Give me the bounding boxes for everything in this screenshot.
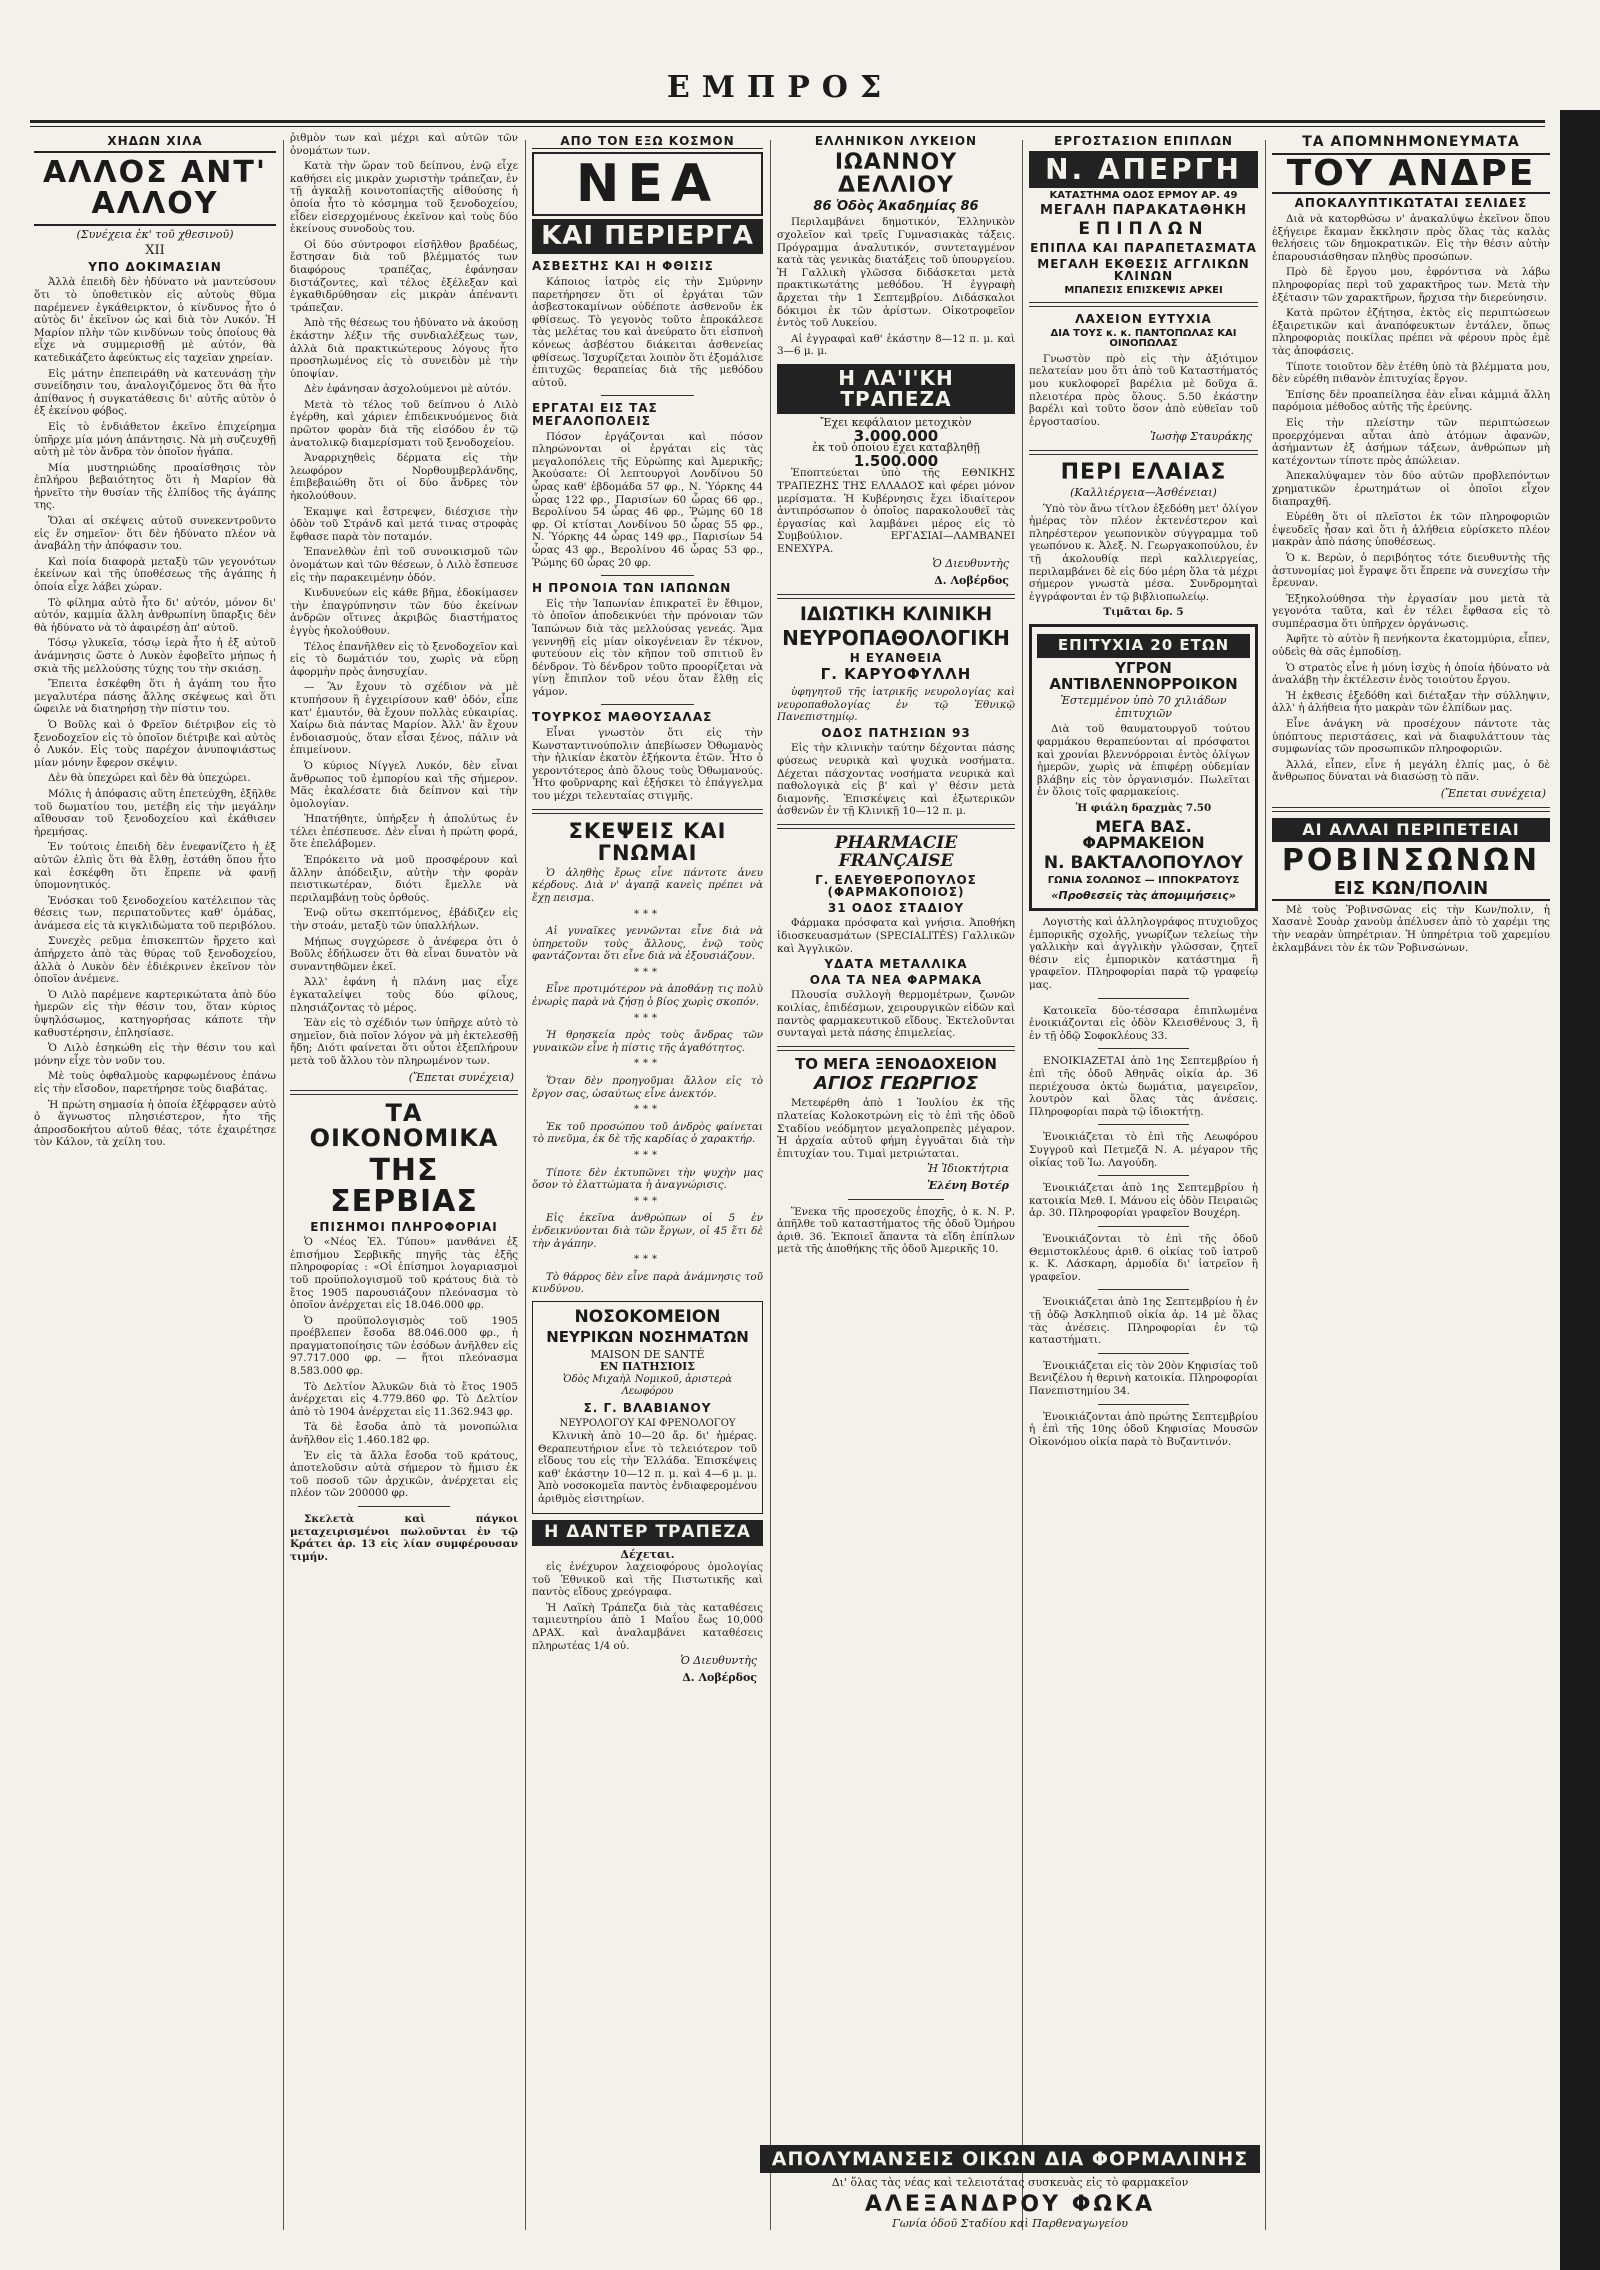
paragraph: Ἀφῆτε τὸ αὐτὸν ἢ πενήκοντα ἐκατομμύρια, εἶπεν, οὐδεὶς θὰ σᾶς ἐμποδίσῃ. [1272, 633, 1550, 659]
furniture-line: ΜΠΑΠΕΣΙΣ ΕΠΙΣΚΕΨΙΣ ΑΡΚΕΙ [1064, 284, 1223, 296]
private-clinic-name: Η ΕΥΑΝΘΕΙΑ [849, 650, 943, 665]
star-divider: *** [634, 1254, 661, 1266]
classified-ad: Ἐνοικιάζεται τὸ ἐπὶ τῆς Λεωφόρου Συγγροῦ καὶ Πετμεζᾶ Ν. Α. μέγαρον τῆς οἰκίας τοῦ Ἰω. Λαγούδη. [1029, 1131, 1258, 1169]
page-edge-shadow [1560, 110, 1600, 2270]
serial-kicker: ΧΗΔΩΝ ΧΙΛΑ [107, 134, 203, 148]
paragraph: Μόλις ἡ ἀπόφασις αὕτη ἐπετεύχθη, ἐξῆλθε τοῦ δωματίου του, μετέβη εἰς τὴν μεγάλην αἴθουσαν τοῦ ξενοδοχείου καὶ ἐκάθισεν ἠρεμήσας. [34, 787, 276, 838]
paragraph: Ὁ Λιλὸ παρέμενε καρτερικώτατα ἀπὸ δύο ἡμερῶν εἰς τὴν θέσιν του, ὅταν κύριος ὑψηλόσωμος, κατηγορήσας κάποτε τὴν καθυστέρησιν, ἐπλησίασε. [34, 988, 276, 1039]
pharmacy-heading: ΜΕΓΑ ΒΑΣ. ΦΑΡΜΑΚΕΙΟΝ [1082, 816, 1205, 853]
clinic-french-name: MAISON DE SANTÉ [590, 1347, 705, 1361]
paragraph: Ὁ «Νέος Ἑλ. Τύπου» μανθάνει ἐξ ἐπισήμου Σερβικῆς πηγῆς τὰς ἑξῆς πληροφορίας : «Οἱ ἐπίσημοι λογαριασμοὶ τοῦ προϋπολογισμοῦ τοῦ κράτους διὰ τὸ ἔτος 1905 παρουσιάζουν πλεόνασμα τὸ ὁποῖον ἀνέρχεται εἰς 18.046.000 φρ. [290, 1236, 518, 1312]
bank-paid-amount: 1.500.000 [853, 451, 939, 470]
serial-subtitle: (Συνέχεια ἐκ' τοῦ χθεσινοῦ) [76, 227, 234, 241]
continued-note: (Ἔπεται συνέχεια) [408, 1070, 514, 1084]
olive-sub: (Καλλιέργεια—Ἀσθένειαι) [1070, 486, 1217, 500]
separator [1098, 998, 1190, 999]
bank-paid-label: ἐκ τοῦ ὁποίου ἔχει καταβληθῇ [812, 441, 980, 455]
star-divider: *** [634, 1012, 661, 1024]
paragraph: Ἀλλὰ ἐπειδὴ δὲν ἠδύνατο νὰ μαντεύσουν ὅτι τὸ ὑποθετικὸν εἰς αὐτοὺς θῦμα παρέμενεν ἐγκάθειρκτον, ὁ κίνδυνος ἦτο ὁ αὐτὸς δι' ἐκεῖνον ὡς καὶ διὰ τὸν Λυκόν. Ἡ Μαρίον πλὴν τῶν κινδύνων τοὺς ὁποίους θὰ εἶχε νὰ συμμερισθῇ μὲ αὐτόν, θὰ κατεδικάζετο ἀφεύκτως εἰς ταχεῖαν χηρείαν. [34, 276, 276, 364]
memoirs-subtitle: ΑΠΟΚΑΛΥΠΤΙΚΩΤΑΤΑΙ ΣΕΛΙΔΕΣ [1294, 196, 1528, 211]
signature-title: Ὁ Διευθυντὴς [932, 557, 1009, 571]
clinic-doctor-role: ΝΕΥΡΟΛΟΓΟΥ ΚΑΙ ΦΡΕΝΟΛΟΓΟΥ [559, 1417, 736, 1429]
separator [358, 1506, 449, 1507]
paragraph: Εἶνε ἀνάγκη νὰ προσέχουν πάντοτε τὰς ὑπόπτους περιστάσεις, καὶ νὰ διαφυλάττουν τὰς συμφωνίας τῶν προσωπικῶν πληροφοριῶν. [1272, 718, 1550, 756]
hotel-heading: ΤΟ ΜΕΓΑ ΞΕΝΟΔΟΧΕΙΟΝ [795, 1054, 997, 1073]
serial-title: ΑΛΛΟΣ ΑΝΤ' ΑΛΛΟΥ [34, 151, 276, 226]
memoirs-title: ΤΟΥ ΑΝΔΡΕ [1272, 153, 1550, 195]
pharmacy-owner: Γ. ΕΛΕΥΘΕΡΟΠΟΥΛΟΣ (ΦΑΡΜΑΚΟΠΟΙΟΣ) [815, 872, 977, 900]
paragraph: Ἀπεκαλύψαμεν τὸν δύο αὐτῶν προβλεπόντων χρηματικῶν ἐρωτημάτων οἱ ὁποῖοι εἶχον διαπραχθῆ. [1272, 470, 1550, 508]
paragraph: Ὁ κ. Βερὼν, ὁ περιβόητος τότε διευθυντὴς τῆς ἀστυνομίας μοὶ ἔγραψε ὅτι ἔπρεπε νὰ συνεχίσω τὴν ἔρευναν. [1272, 551, 1550, 590]
classified-ad: Κατοικεῖα δύο-τέσσαρα ἐπιπλωμένα ἐνοικιάζονται εἰς ὁδὸν Κλεισθένους 3, ἢ ἐν τῇ ὁδῷ Σοφοκλέους 33. [1029, 1004, 1258, 1042]
paragraph: Ἐνόσκαι τοῦ ξενοδοχείου κατέλειπον τὰς θέσεις των, περιπατοῦντες καθ' ὁμάδας, ἀνάμεσα εἰς τὰ κιγκλιδώματα τοῦ περιβόλου. [34, 894, 276, 932]
aphorism: Εἰς ἐκεῖνα ἀνθρώπων οἱ 5 ἐν ἐνδεικνύονται διὰ τῶν ἔργων, οἱ 45 ἔτι δὲ τὴν ἀγάπην. [532, 1212, 763, 1250]
paragraph: Ὁ κύριος Νίγγελ Λυκόν, δὲν εἶναι ἄνθρωπος τοῦ ἐμπορίου καὶ τῆς σήμερον. Μᾶς ἐκαλέσατε διὰ δείπνον καὶ τὴν ὁμολογίαν. [290, 759, 518, 810]
column-advertisements-b [1029, 132, 1258, 2122]
paragraph: Ἐν εἰς τὰ ἄλλα ἔσοδα τοῦ κράτους, ἀποτελοῦσιν αὐτὰ σήμερον τὸ ἥμισυ ἐκ τοῦ ποσοῦ τῶν ἀρχικῶν, ἀνέρχεται εἰς πλέον τῶν 200000 φρ. [290, 1449, 518, 1500]
paragraph: Ἐξηκολούθησα τὴν ἐργασίαν μου μετὰ τὰ γεγονότα ταῦτα, καὶ ἐν τέλει ἔφθασα εἰς τὸ συμπέρασμα ὅτι ὑπῆρχεν ὁργάνωσις. [1272, 592, 1550, 630]
bank-capital-amount: 3.000.000 [853, 426, 939, 445]
news-item-heading: ΤΟΥΡΚΟΣ ΜΑΘΟΥΣΑΛΑΣ [532, 710, 713, 725]
classified-ad: Ἐνοικιάζονται τὸ ἐπὶ τῆς ὁδοῦ Θεμιστοκλέους ἀριθ. 6 οἰκίας τοῦ ἰατροῦ κ. Κ. Λάσκαρη, ἁρμοδία δι' ἰατρεῖον ἢ γραφεῖον. [1029, 1232, 1258, 1283]
bank-capital-label: Ἔχει κεφάλαιον μετοχικὸν [820, 415, 972, 429]
popular-bank-heading: Η ΛΑ'Ι'ΚΗ ΤΡΑΠΕΖΑ [777, 364, 1015, 414]
signature-name: Ἰωσὴφ Σταυράκης [1150, 430, 1252, 444]
chapter-title: ΥΠΟ ΔΟΚΙΜΑΣΙΑΝ [88, 259, 222, 274]
separator [601, 704, 693, 705]
bank-ad-sub: Δέχεται. [620, 1547, 675, 1561]
classified-ad: Λογιστὴς καὶ ἀλληλογράφος πτυχιοῦχος ἐμπορικῆς σχολῆς, γνωρίζων τελείως τὴν γαλλικὴν καὶ ἀγγλικὴν γλῶσσαν, ζητεῖ θέσιν εἰς ἐμπορικὸν κατάστημα ἢ γραφεῖον. Πληροφορίαι παρὰ τῷ γραφείῳ μας. [1029, 916, 1258, 992]
chapter-number: XII [145, 243, 165, 259]
separator [777, 824, 1015, 829]
pharmacy-waters: ΥΔΑΤΑ ΜΕΤΑΛΛΙΚΑ [824, 957, 968, 972]
hotel-text: Μετεφέρθη ἀπὸ 1 Ἰουλίου ἐκ τῆς πλατείας Κολοκοτρώνη εἰς τὸ ἐπὶ τῆς ὁδοῦ Σταδίου νεόδμητον μεγαλοπρεπὲς μέγαρον. Ἡ ἀρχαία αὐτοῦ φήμη ἐγγυᾶται διὰ τὴν ἐπιτυχίαν του. Τιμαὶ μετριώταται. [777, 1097, 1015, 1160]
separator [1029, 450, 1258, 455]
remedy-text: Διὰ τοῦ θαυματουργοῦ τούτου φαρμάκου θεραπεύονται αἱ πρόσφατοι καὶ χρονίαι βλεννόρροιαι ἐντὸς ὀλίγων ἡμερῶν, χωρὶς νὰ ἐπιφέρῃ οὐδεμίαν βλάβην εἰς τὸν ὀργανισμόν. Πωλεῖται ἐν ὅλοις τοῖς φαρμακείοις. [1037, 723, 1250, 799]
bank-text: Ἐποπτεύεται ὑπὸ τῆς ΕΘΝΙΚΗΣ ΤΡΑΠΕΖΗΣ ΤΗΣ ΕΛΛΑΔΟΣ καὶ φέρει μόνον μερίσματα. Ἡ Κυβέρνησις ἔχει ἰδιαίτερον ἀντιπρόσωπον ὁ ὁποῖος παρακολουθεῖ τὰς ἐργασίας καὶ λαμβάνει μέρος εἰς τὸ Συμβούλιον. ΕΡΓΑΣΙΑΙ—ΛΑΜΒΑΝΕΙ ΕΝΕΧΥΡΑ. [777, 467, 1015, 555]
paragraph: Συνεχὲς ρεῦμα ἐπισκεπτῶν ἤρχετο καὶ ἀπήρχετο ἀπὸ τὰς θύρας τοῦ ξενοδοχείου, ἀλλὰ ὁ Λυκὸν δὲν ἐδιέκρινεν ἐκεῖνον τὸν ὁποῖον ἀνέμενε. [34, 935, 276, 986]
paragraph: Οἱ δύο σύντροφοι εἰσῆλθον βραδέως, ἔστησαν διὰ τοῦ βλέμματός των διαφόρους τραπέζας, ἐφάνησαν διστάζοντες, καὶ τέλος ἐξέλεξαν καὶ ἐγκαθιδρύθησαν εἰς μικρὰν ἀπέναντι τράπεζαν. [290, 238, 518, 314]
paragraph: Δὲν θὰ ὑπεχώρει καὶ δὲν θὰ ὑπεχώρει. [48, 772, 251, 785]
classified-ad: Σκελετὰ καὶ πάγκοι μεταχειρισμένοι πωλοῦνται ἐν τῷ Κράτει ἀρ. 13 εἰς λίαν συμφέρουσαν τιμήν. [290, 1513, 518, 1563]
bank-ad-text: Ἡ Λαϊκὴ Τράπεζα διὰ τὰς καταθέσεις ταμιευτηρίου ἀπὸ 1 Μαΐου ἔως 10,000 ΔΡΑΧ. καὶ ἀναλαμβάνει καταθέσεις πληρωτέας 1/4 οὐ. [532, 1601, 763, 1652]
signature-name: Ἑλένη Βοτέρ [927, 1178, 1009, 1192]
column-rule [770, 140, 771, 2230]
separator [532, 809, 763, 814]
separator [601, 395, 693, 396]
paragraph: Τίποτε τοιοῦτον δὲν ἐτέθη ὑπὸ τὰ βλέμματα μου, δὲν εὑρέθη πιθανὸν ἐπιτυχίας ἔργον. [1272, 360, 1550, 386]
aphorism: Ἐκ τοῦ προσώπου τοῦ ἀνδρὸς φαίνεται τὸ πνεῦμα, ἐκ δὲ τῆς καρδίας ὁ χαρακτήρ. [532, 1120, 763, 1146]
signature-title: Ἡ Ἰδιοκτήτρια [927, 1162, 1009, 1176]
paragraph: Ἐν τούτοις ἐπειδὴ δὲν ἐνεφανίζετο ἡ ἐξ αὐτῶν ἐλπὶς ὅτι θὰ ἔλθῃ, ἐστάθη ὅπου ἦτο καὶ ἐσκέφθη ὅτι ἔπρεπε νὰ φανῇ ὑπομονητικός. [34, 841, 276, 892]
paragraph: Μετὰ τὸ τέλος τοῦ δείπνου ὁ Λιλὸ ἐγέρθη, καὶ χάριεν ἐπιδεικνυόμενος διὰ πρῶτον φορὰν διὰ τῆς εἰσόδου ἐν τῷ ἀνατολικῷ διαμερίσματι τοῦ ξενοδοχείου. [290, 398, 518, 449]
finance-subheading: ΕΠΙΣΗΜΟΙ ΠΛΗΡΟΦΟΡΙΑΙ [310, 1219, 498, 1234]
paragraph: Εἰς μάτην ἐπεπειράθη νὰ κατευνάσῃ τὴν συνείδησιν του, ἀναλογιζόμενος ὅτι θὰ ἦτο ἀπίθανος ἡ συγκατάθεσις δι' αὐτῆς αὐτὸν ὁ ἐξ ἐκείνου φόβος. [34, 367, 276, 418]
finance-heading: ΤΑ ΟΙΚΟΝΟΜΙΚΑ [309, 1099, 499, 1153]
separator [1098, 1226, 1190, 1227]
aphorism: Ὅταν δὲν προηγοῦμαι ἄλλον εἰς τὸ ἔργον σας, ὡσαύτως εἶνε ἀνεκτόν. [532, 1075, 763, 1100]
clinic-text: Κλινικὴ ἀπὸ 10—20 ἄρ. δι' ἡμέρας. Θεραπευτήριον εἶνε τὸ τελειότερον τοῦ εἴδους του εἰς τὴν Ἑλλάδα. Ἐπισκέψεις καθ' ἑκάστην 10—12 π. μ. καὶ 4—6 μ. μ. Ἀπὸ νοσοκομεῖα παντὸς ἐνδιαφερομένου ἀριθμὸς εἰσιτηρίων. [538, 1430, 757, 1506]
pharmacy-motto: «Προθεσεῖς τὰς ἀπομιμήσεις» [1051, 888, 1236, 902]
furniture-line: ΜΕΓΑΛΗ ΠΑΡΑΚΑΤΑΘΗΚΗ [1039, 203, 1248, 219]
paragraph: Εὑρέθη ὅτι οἱ πλεῖστοι ἐκ τῶν πληροφοριῶν ἐψευδεῖς ἦσαν καὶ ὅτι ἡ ἀλήθεια εὑρίσκετο πλέον μακρὰν ἀπὸ πάσης ὑποθέσεως. [1272, 511, 1550, 549]
aphorism: Ὁ ἀληθὴς ἔρως εἶνε πάντοτε ἀνευ κέρδους. Διὰ ν' ἀγαπᾷ κανεὶς πρέπει νὰ ἔχῃ πεισμα. [532, 866, 763, 904]
pharmacy-name: Ν. ΒΑΚΤΑΛΟΠΟΥΛΟΥ [1043, 853, 1244, 874]
separator [1098, 1289, 1190, 1290]
masthead-rule [30, 120, 1545, 123]
paragraph: Διὰ νὰ κατορθώσω ν' ἀνακαλύψω ἐκεῖνον ὅπου ἐξήγειρε ἔκαμαν ἔκκλησιν πρὸς ὅλας τὰς καλὰς θελήσεις τῶν δημοκρατικῶν. Εἰς τὴν θέσιν αὐτὴν ἐπαρουσιάσθησαν πληθὺς προσώπων. [1272, 213, 1550, 263]
paragraph: Ἡ πρώτη σημασία ἡ ὁποία ἐξέφρασεν αὐτὸ ὁ ἄγνωστος πλησιέστερον, ἦτο τῆς ἀπροσδοκήτου αὐτοῦ θέας, τότε ἐχαιρέτησε τὸν Κάλον, τὰ χείλη του. [34, 1098, 276, 1149]
classified-ad: Ἐνοικιάζεται εἰς τὸν 20ὸν Κηφισίας τοῦ Βενιζέλου ἡ θερινὴ κατοικία. Πληροφορίαι Πανεπιστημίου 34. [1029, 1359, 1258, 1397]
furniture-line: ΜΕΓΑΛΗ ΕΚΘΕΣΙΣ ΑΓΓΛΙΚΩΝ ΚΛΙΝΩΝ [1037, 256, 1250, 284]
disinfection-ad [760, 2145, 1260, 2230]
news-item-heading: ΕΡΓΑΤΑΙ ΕΙΣ ΤΑΣ ΜΕΓΑΛΟΠΟΛΕΙΣ [532, 401, 658, 429]
paragraph: — Ἂν ἔχουν τὸ σχέδιον νὰ μὲ κτυπήσουν ἢ ἐγχειρίσουν καθ' ὁδόν, εἶπε κατ' ἐμαυτόν, θὰ ἔχουν πολλὰς εὐκαιρίας. Χαίρω διὰ πάντας Μαρίον. Ἀλλ' ἂν ἔχουν ἐνδοιασμούς, ὅταν εἶσαι ξένος, πάλιν νὰ ἐπιμείνουν. [290, 681, 518, 757]
star-divider: *** [634, 1104, 661, 1116]
paragraph: Τόσῳ γλυκεῖα, τόσῳ ἱερὰ ἦτο ἡ ἐξ αὐτοῦ ἀνάμνησις ὥστε ὁ Λυκὸν ἐφοβεῖτο μήπως ἡ σκιὰ τῆς μελλούσης τύχης του τὴν σκιάσῃ. [34, 637, 276, 675]
paragraph: Ὁ προϋπολογισμὸς τοῦ 1905 προέβλεπεν ἔσοδα 88.046.000 φρ., ἡ πραγματοποίησις τῶν ἐσόδων ἀνῆλθεν εἰς 97.717.000 φρ. — ἤτοι πλεόνασμα 8.583.000 φρ. [290, 1314, 518, 1378]
private-clinic-credentials: ὑφηγητοῦ τῆς ἰατρικῆς νευρολογίας καὶ νευροπαθολογίας ἐν τῷ Ἐθνικῷ Πανεπιστημίῳ. [777, 685, 1015, 724]
olive-heading: ΠΕΡΙ ΕΛΑΙΑΣ [1060, 460, 1227, 485]
aphorism: Αἱ γυναῖκες γεννῶνται εἶνε διὰ νὰ ὑπηρετοῦν τοὺς ἄλλους, ἐνῷ τοὺς φαντάζονται ὅτι εἶνε διὰ νὰ ἐξουσιάζουν. [532, 925, 763, 963]
separator [290, 1090, 518, 1095]
lyceum-kicker: ΕΛΛΗΝΙΚΟΝ ΛΥΚΕΙΟΝ [814, 134, 978, 148]
paragraph: Μὲ τοὺς ὀφθαλμοὺς καρφωμένους ἐπάνω εἰς τὴν εἴσοδον, παρετήρησε τοὺς διαβάτας. [34, 1070, 276, 1095]
news-title: ΝΕΑ [532, 152, 763, 217]
paragraph: Ὁ Βοῦλς καὶ ὁ Φρεῖον διέτριβον εἰς τὸ ξενοδοχεῖον εἰς τὸ ὁποῖον διέτριβε καὶ αὐτὸς ὁ Λυκόν. Εἰς τοὺς παρέχον ἀνυποψιάστως μίαν μόνην ἔφερον σκέψιν. [34, 718, 276, 769]
remedy-heading: ΕΠΙΤΥΧΙΑ 20 ΕΤΩΝ [1037, 634, 1250, 658]
paragraph: Ἐπίσης δὲν προαπείλησα ἐὰν εἶναι κἀμμιά ἄλλη παρόμοια μέθοδος αὐτῆς τῆς ἐρεύνης. [1272, 388, 1550, 414]
news-item-text: Εἰς τὴν Ἰαπωνίαν ἐπικρατεῖ ἓν ἔθιμον, τὸ ὁποῖον ἀποδεικνύει τὴν πρόνοιαν τῶν Ἰαπώνων διὰ τὰς μελλούσας γενεάς. Ἅμα γεννηθῇ εἰς μίαν οἰκογένειαν ἓν τέκνον, φυτεύουν εἰς τὸν κῆπον τοῦ σπιτιοῦ ἓν δένδρον. Τὸ δένδρον τοῦτο προορίζεται νὰ γίνῃ ἔπιπλον τοῦ νέου ὅταν ἔλθῃ εἰς γάμον. [532, 597, 763, 698]
paragraph: Μὲ τοὺς Ῥοβινσῶνας εἰς τὴν Κων/πολιν, ἡ Χασανὲ Σουὰρ χανοὺμ ἀπέλυσεν ἀπὸ τὸ χαρέμι της τὴν νεαρὰν ὑπηρέτριαν. Ἡ ὑπηρέτρια τοῦ χαρεμίου ἐκλαμβάνει τὸν ἐκ τῶν Ῥοβινσώνων. [1272, 903, 1550, 954]
clinic-heading-sub: ΝΕΥΡΙΚΩΝ ΝΟΣΗΜΑΤΩΝ [546, 1327, 749, 1346]
furniture-maker-name: Ν. ΑΠΕΡΓΗ [1029, 151, 1258, 188]
star-divider: *** [634, 1058, 661, 1070]
remedy-ad [1029, 624, 1258, 911]
bank-ad-text: εἰς ἐνέχυρον λαχειοφόρους ὁμολογίας τοῦ Ἐθνικοῦ καὶ τῆς Πιστωτικῆς καὶ παντὸς εἴδους χρεόγραφα. [532, 1561, 763, 1599]
lyceum-address: 86 Ὁδὸς Ἀκαδημίας 86 [813, 198, 979, 214]
signature-name: Δ. Λοβέρδος [682, 1670, 757, 1684]
column-serial-continued [290, 132, 518, 2237]
classified-ad: Ἐνοικιάζεται ἀπὸ 1ης Σεπτεμβρίου ἡ κατοικία Μεθ. Ι. Μάνου εἰς ὁδὸν Πειραιῶς ἀρ. 30. Πληροφορίαι γραφεῖον Βουχέρη. [1029, 1182, 1258, 1220]
star-divider: *** [634, 966, 661, 978]
disinfection-line: Δι' ὅλας τὰς νέας καὶ τελειοτάτας συσκευὰς εἰς τὸ φαρμακεῖον [831, 2176, 1189, 2189]
disinfection-address: Γωνία ὁδοῦ Σταδίου καὶ Παρθεναγωγείου [892, 2217, 1128, 2230]
news-kicker: ΑΠΟ ΤΟΝ ΕΞΩ ΚΟΣΜΟΝ [532, 135, 763, 149]
clinic-doctor: Σ. Γ. ΒΛΑΒΙΑΝΟΥ [583, 1400, 712, 1415]
star-divider: *** [634, 908, 661, 920]
robinsons-title: ΡΟΒΙΝΣΩΝΩΝ [1281, 843, 1541, 879]
paragraph: Ἔπειτα ἐσκέφθη ὅτι ἡ ἀγάπη του ἦτο μεγαλυτέρα πάσης ἄλλης σκέψεως καὶ ὅτι ὤφειλε νὰ διατηρήσῃ τὴν πίστιν του. [34, 678, 276, 716]
lyceum-text: Περιλαμβάνει δημοτικόν, Ἑλληνικὸν σχολεῖον καὶ τρεῖς Γυμνασιακὰς τάξεις. Πρόγραμμα ἀναλυτικόν, συντεταγμένον κατὰ τὰς γενικὰς διατάξεις τοῦ ὑπουργείου. Ἡ Γαλλικὴ γλῶσσα διδάσκεται μετὰ πρακτικωτάτης μεθόδου. Ἡ ἐγγραφὴ ἄρχεται τὴν 1 Σεπτεμβρίου. Διδάσκαλοι δόκιμοι ἐκ τῶν ἀρίστων. Οἰκοτροφεῖον ἐντὸς τοῦ Λυκείου. [777, 216, 1015, 330]
hotel-name: ΑΓΙΟΣ ΓΕΩΡΓΙΟΣ [814, 1073, 978, 1095]
column-rule [1022, 140, 1023, 2230]
lottery-sub: ΔΙΑ ΤΟΥΣ κ. κ. ΠΑΝΤΟΠΩΛΑΣ ΚΑΙ ΟΙΝΟΠΩΛΑΣ [1050, 327, 1237, 350]
paragraph: Ἀλλά, εἶπεν, εἶνε ἡ μεγάλη ἐλπίς μας, ὁ δὲ ἄνθρωπος δύναται νὰ διασώσῃ τὸ πᾶν. [1272, 758, 1550, 784]
separator [601, 575, 693, 576]
serial-body-continued [290, 132, 518, 1068]
pharmacy-address: 31 ΟΔΟΣ ΣΤΑΔΙΟΥ [827, 900, 965, 915]
separator [1029, 302, 1258, 307]
paragraph: Ἀλλ' ἐφάνη ἡ πλάνη μας εἶχε ἐγκαταλείψει τοὺς δύο φίλους, πλησιάζοντας τὸ μέρος. [290, 976, 518, 1014]
separator [848, 1199, 943, 1200]
disinfection-pharmacy-name: ΑΛΕΞΑΝΔΡΟΥ ΦΩΚΑ [864, 2192, 1156, 2217]
aphorism: Τὸ θάρρος δὲν εἶνε παρὰ ἀνάμνησις τοῦ κινδύνου. [532, 1270, 763, 1296]
separator [777, 594, 1015, 599]
paragraph: Ἐπανελθὼν ἐπὶ τοῦ συνοικισμοῦ τῶν ὀνομάτων καὶ τῶν θέσεων, ὁ Λιλὸ ἔσπευσε εἰς τὴν παρακειμένην ὁδόν. [290, 546, 518, 584]
column-rule [1265, 140, 1266, 2230]
news-item-text: Πόσον ἐργάζονται καὶ πόσον πληρώνονται οἱ ἐργάται εἰς τὰς μεγαλοπόλεις τῆς Εὐρώπης καὶ Ἀμερικῆς; Ἀκούσατε: Οἱ λεπτουργοὶ Λονδίνου 50 ὧρας καθ' ἑβδομάδα 57 φρ., Ν. Ὑόρκης 44 ὧρας 122 φρ., Παρισίων 60 ὧρας 66 φρ., Βερολίνου 54 ὧρας 46 φρ., Ῥώμης 60 18 φρ. Οἱ κτίσται Λονδίνου 50 ὧρας 55 φρ., Ν. Ὑόρκης 44 ὧρας 149 φρ., Παρισίων 54 ὧρας 43 φρ., Βερολίνου 46 ὧρας 53 φρ., Ῥώμης 60 ὧρας 20 φρ. [532, 430, 763, 569]
separator [1098, 1048, 1190, 1049]
paragraph: Τὸ Δελτίον Ἀλυκῶν διὰ τὸ ἔτος 1905 ἀνέρχεται εἰς 4.779.860 φρ. Τὸ Δελτίον ἀπὸ τὸ 1904 ἀνέρχεται εἰς 11.362.943 φρ. [290, 1380, 518, 1418]
private-clinic-doctor: Γ. ΚΑΡΥΟΦΥΛΛΗ [820, 665, 972, 684]
column-advertisements-a [777, 132, 1015, 2122]
paragraph: Μήπως συγχώρεσε ὁ ἀνέφερα ὁτι ὁ Βοῦλς ἐδήλωσεν ὅτι θὰ εἶναι δυνατὸν νὰ συναντηθῶμεν ἐκεῖ. [290, 935, 518, 973]
paragraph: Ἐκαμψε καὶ ἔστρεψεν, διέσχισε τὴν ὁδὸν τοῦ Στράνδ καὶ μετά τινας στροφὰς ἔφθασε παρὰ τὸν ποταμόν. [290, 505, 518, 543]
paragraph: Κατὰ πρῶτον ἐζήτησα, ἐκτὸς εἰς περιπτώσεων ἐξαιρετικῶν καὶ ἀναπόφευκτων ἐντάλεν, ὅπως πληροφοριὰς ποικίλας πρέπει νὰ φέρουν πρὸς ἐμὲ τὰς ἀποφάσεις. [1272, 307, 1550, 358]
lottery-heading: ΛΑΧΕΙΟΝ ΕΥΤΥΧΙΑ [1075, 312, 1212, 327]
paragraph: Κινδυνεύων εἰς κάθε βῆμα, ἐδοκίμασεν τὴν ἐπαγρύπνησιν τῶν δύο ἐκείνων ἀνδρῶν οἵτινες ἀκριβῶς διαστήματος ἐγγὺς ἠκολούθουν. [290, 587, 518, 637]
paragraph: Ἡ ἐκθεσις ἐξεδόθη καὶ διέταξαν τὴν σύλληψιν, ἀλλ' ἡ ἀλήθεια ἦτο μακρὰν τῶν ἐλπίδων μας. [1272, 689, 1550, 715]
clinic-address: Ὁδὸς Μιχαὴλ Νομικοῦ, ἀριστερὰ Λεωφόρου [562, 1373, 732, 1398]
column-memoirs [1272, 132, 1550, 2237]
paragraph: Δὲν ἐφάνησαν ἀσχολούμενοι μὲ αὐτόν. [304, 383, 512, 396]
separator [1098, 1404, 1190, 1405]
lottery-text: Γνωστὸν πρὸ εἰς τὴν ἀξιότιμον πελατείαν μου ὅτι ἀπὸ τοῦ Καταστήματός μου κυκλοφορεῖ βαρέλια μὲ δοῦχα ᾶ. πλειοτέρα πρὸς ὅλους. 5.50 ἐκάστην βαρέλι καὶ τοῦτο ὅσον ἀπὸ εὐθεῖαν τοῦ ἐργοστασίου. [1029, 352, 1258, 428]
paragraph: Τέλος ἐπανῆλθεν εἰς τὸ ξενοδοχεῖον καὶ εἰς τὸ δωμάτιόν του, χωρὶς νὰ εὕρῃ ἀφορμὴν πρὸς ἀνησυχίαν. [290, 640, 518, 678]
star-divider: *** [634, 1195, 661, 1207]
classified-ad: Ἐνοικιάζεται ἀπὸ 1ης Σεπτεμβρίου ἡ ἐν τῇ ὁδῷ Ἀσκληπιοῦ οἰκία ἀρ. 14 μὲ ὅλας τὰς ἀνέσεις. Πληροφορίαι ἐν τῷ καταστήματι. [1029, 1296, 1258, 1347]
furniture-line: ΕΠΙΠΛΑ ΚΑΙ ΠΑΡΑΠΕΤΑΣΜΑΤΑ [1030, 240, 1257, 255]
furniture-line: ΕΠΙΠΛΩΝ [1078, 219, 1209, 240]
pharmacy-address: ΓΩΝΙΑ ΣΟΛΩΝΟΣ — ΙΠΠΟΚΡΑΤΟΥΣ [1047, 875, 1240, 887]
olive-text: Ὑπὸ τὸν ἄνω τίτλον ἐξεδόθη μετ' ὀλίγον ἡμέρας τὸν πλέον ἐκτενέστερον καὶ πληρέστερον γεωπονικὸν σύγγραμμα τοῦ γεωπόνου κ. Ἀλεξ. Ν. Γεωργακοπούλου, ἐν τῇ ἀκολουθίᾳ περὶ καλλιεργείας, περιλαμβάνει δὲ εἰς δύο μέρη ὅλα τὰ μέχρι σήμερον γνωστὰ μέσα. Συνδρομηταὶ ἐγγράφονται ἐν τῷ βιβλιοπωλείῳ. [1029, 502, 1258, 603]
paragraph: Ἠπατήθητε, ὑπήρξεν ἡ ἀπολύτως ἐν τέλει ἐπέσπευσε. Δὲν εἶναι ἡ πρώτη φορά, ὅτε ἐπελάβομεν. [290, 813, 518, 851]
star-divider: *** [634, 1150, 661, 1162]
remedy-sub: Ἐστεμμένον ὑπὸ 70 χιλιάδων ἐπιτυχιῶν [1060, 694, 1227, 720]
classified-ad: Ἐνοικιάζονται ἀπὸ πρώτης Σεπτεμβρίου ἡ ἐπὶ τῆς 10ης ὁδοῦ Κηφισίας Μουσῶν Οἰκονόμου οἰκία παρὰ τὸ Βυζαντινόν. [1029, 1410, 1258, 1448]
clinic-ad [532, 1301, 763, 1514]
signature-title: Ὁ Διευθυντὴς [680, 1654, 757, 1668]
masthead: ΕΜΠΡΟΣ [666, 70, 894, 105]
clinic-location: ΕΝ ΠΑΤΗΣΙΟΙΣ [599, 1360, 696, 1374]
news-title-secondary: ΚΑΙ ΠΕΡΙΕΡΓΑ [532, 219, 763, 254]
memoirs-kicker: ΤΑ ΑΠΟΜΝΗΜΟΝΕΥΜΑΤΑ [1302, 134, 1520, 150]
paragraph: Ἀναρριχηθεὶς δέρματα εἰς τὴν λεωφόρον Νορθουμβερλάνδης, ἐπιβεβαιώθη ὅτι οἱ δύο ἄνδρες τὸν ἠκολούθουν. [290, 452, 518, 503]
private-clinic-text: Εἰς τὴν κλινικὴν ταύτην δέχονται πάσης φύσεως νευρικὰ καὶ ψυχικὰ νοσήματα. Δέχεται πάσχοντας νοσήματα νευρικὰ καὶ παθολογικὰ εἰς β' καὶ γ' θέσιν μετὰ διαμονῆς. Ἐπισκέψεις καὶ ἐξωτερικῶν ἀσθενῶν ἐν τῇ Κλινικῇ 10—12 π. μ. [777, 742, 1015, 818]
lyceum-hours: Αἱ ἐγγραφαὶ καθ' ἑκάστην 8—12 π. μ. καὶ 3—6 μ. μ. [777, 332, 1015, 358]
paragraph: ῥιθμὸν των καὶ μέχρι καὶ αὐτῶν τῶν ὀνομάτων των. [290, 132, 518, 157]
pharmacy-heading: PHARMACIE FRANÇAISE [834, 832, 958, 871]
remedy-name: ΥΓΡΟΝ ΑΝΤΙΒΛΕΝΝΟΡΡΟΙΚΟΝ [1049, 658, 1238, 693]
paragraph: Πρὸ δὲ ἔργου μου, ἐφρόντισα νὰ λάβω πληροφορίας περὶ τοῦ χαρακτῆρος των. Μετὰ τὴν ἐξέτασιν τῶν χαρακτῆρων, ἤρχισα τὴν διερεύνησιν. [1272, 266, 1550, 304]
private-clinic-address: ΟΔΟΣ ΠΑΤΗΣΙΩΝ 93 [821, 725, 971, 740]
pharmacy-drugs: ΟΛΑ ΤΑ ΝΕΑ ΦΑΡΜΑΚΑ [809, 972, 983, 987]
aphorism: Τίποτε δὲν ἐκτυπῶνει τὴν ψυχὴν μας ὅσον τὸ ἐλαττώματα ἡ ἀναγνώρισις. [532, 1166, 763, 1192]
furniture-address: ΚΑΤΑΣΤΗΜΑ ΟΔΟΣ ΕΡΜΟΥ ΑΡ. 49 [1049, 189, 1238, 201]
continued-note: (Ἔπεται συνέχεια) [1440, 787, 1546, 801]
column-rule [283, 140, 284, 2230]
paragraph: Ὅλαι αἱ σκέψεις αὐτοῦ συνεκεντροῦντο εἰς ἕν σημεῖον· ὅτι δὲν ἠδύνατο πλέον νὰ ἀναβάλῃ τὴν ἀπόφασιν του. [34, 515, 276, 553]
clinic-heading: ΝΟΣΟΚΟΜΕΙΟΝ [574, 1306, 721, 1327]
separator [1098, 1175, 1190, 1176]
private-clinic-heading: ΙΔΙΩΤΙΚΗ ΚΛΙΝΙΚΗ [799, 602, 993, 625]
separator [1272, 807, 1550, 812]
paragraph: Εἰς τὸ ἐνδιάθετον ἐκεῖνο ἐπιχείρημα ὑπῆρχε μία μόνη ἀπάντησις. Νὰ μὴ συζευχθῇ αὐτὴ μὲ τὸν ἄνδρα τὸν ὁποῖον ἠγάπα. [34, 420, 276, 459]
private-clinic-specialty: ΝΕΥΡΟΠΑΘΟΛΟΓΙΚΗ [782, 625, 1010, 650]
separator [777, 1046, 1015, 1051]
signature-name: Δ. Λοβέρδος [934, 574, 1009, 588]
separator [1098, 1124, 1190, 1125]
masthead-rule-thin [30, 126, 1545, 127]
news-item-heading: ΑΣΒΕΣΤΗΣ ΚΑΙ Η ΦΘΙΣΙΣ [532, 259, 714, 274]
bank-ad-heading: Η ΔΑΝΤΕΡ ΤΡΑΠΕΖΑ [532, 1520, 763, 1546]
paragraph: Ἐπρόκειτο νὰ μοῦ προσφέρουν καὶ ἄλλην ἀπόδειξιν, αὐτὴν τὴν φορὰν πειστικωτέραν, διότι ἔμελλε νὰ περιλαμβάνῃ τοὺς ὀρθούς. [290, 854, 518, 904]
paragraph: Ὁ στρατὸς εἶνε ἡ μόνη ἰσχὺς ἡ ὁποία ἠδύνατο νὰ ἀναλάβῃ τὴν ἐκτέλεσιν ἐνὸς τοιούτου ἔργου. [1272, 661, 1550, 687]
paragraph: Ὁ Λιλὸ ἐσηκώθη εἰς τὴν θέσιν του καὶ μόνην εἶχε τὸν νοῦν του. [34, 1042, 276, 1067]
aphorism: Ἡ θρησκεία πρὸς τοὺς ἄνδρας τῶν γυναικῶν εἶνε ἡ πίστις τῆς ἀγαθότητος. [532, 1029, 763, 1054]
finance-heading-serbia: ΤΗΣ ΣΕΡΒΙΑΣ [330, 1152, 478, 1220]
separator [1098, 1353, 1190, 1354]
news-item-text: Κάποιος ἰατρὸς εἰς τὴν Σμύρνην παρετήρησεν ὅτι οἱ ἐργάται τῶν ἀσβεστοκαμίνων οὐδέποτε ἀσθενοῦν ἐκ φθίσεως. Τὸ γεγονὸς τοῦτο ἐπροκάλεσε τὰς μελέτας του καὶ ἀνεύρατο ὅτι εἰσπνοὴ κόνεως ἀσβέστου διάκειται ἀσθενείας φθίσεως. Ἰσχυρίζεται λοιπὸν ὅτι ἐξομάλισε ἐπιτυχῶς θεραπείας διὰ τῆς μεθόδου αὐτοῦ. [532, 276, 763, 389]
robinsons-subtitle: ΕΙΣ ΚΩΝ/ΠΟΛΙΝ [1272, 880, 1550, 901]
paragraph: Τὸ φίλημα αὐτὸ ἦτο δι' αὐτόν, μόνον δι' αὐτόν, καμμία ἄλλη ἀνθρωπίνη ὕπαρξις δὲν θὰ ἠδύνατο νὰ τὸ ἀφαιρέσῃ ἀπ' αὐτοῦ. [34, 596, 276, 634]
paragraph: Καὶ ποία διαφορὰ μεταξὺ τῶν γεγονότων ἐκείνων καὶ τῆς ὑποθέσεως τῆς ἀγάπης ἡ ὁποία εἶχε λάβει χώραν. [34, 555, 276, 594]
lyceum-name: ΙΩΑΝΝΟΥ ΔΕΛΛΙΟΥ [834, 149, 958, 198]
news-item-text: Εἶναι γνωστὸν ὅτι εἰς τὴν Κωνσταντινούπολιν ἀπεβίωσεν Ὀθωμανὸς τὴν ἡλικίαν ἑκατὸν ἑξήκοντα ἐτῶν. Ἦτο ὁ γεροντότερος ἀπὸ ὅλους τοὺς Ὀθωμανούς. Ἦτο φοῦρναρης καὶ ἐξήσκει τὸ ἐπάγγελμα του μέχρι τελευταίας στιγμῆς. [532, 727, 763, 803]
robinsons-kicker: ΑΙ ΑΛΛΑΙ ΠΕΡΙΠΕΤΕΙΑΙ [1272, 818, 1550, 843]
remedy-price: Ἡ φιάλη δραχμὰς 7.50 [1075, 802, 1212, 815]
paragraph: Ἐὰν εἰς τὸ σχέδιόν των ὑπῆρχε αὐτὸ τὸ σημεῖον, διὰ ποῖον λόγον νὰ μὴ ἐκτελεσθῇ ἤδη; Διότι φαίνεται ὅτι οὗτοι ἐξεπλήρουν μετὰ τοῦ ἄλλου τὸν πληρωμένον των. [290, 1017, 518, 1067]
paragraph: Κατὰ τὴν ὥραν τοῦ δείπνου, ἐνῷ εἶχε καθήσει εἰς μικρὰν χωριστὴν τράπεζαν, ἐν τῇ ἀγκαλῇ κοινοτοπίαςτῆς αἰθούσης ἡ ὁποία ἦτο τὸ κόσμημα τοῦ ξενοδοχείου, εἶδεν εἰσερχομένους ἐκεῖνον καὶ τοὺς δύο ἐκείνους συνοδοὺς του. [290, 160, 518, 236]
column-serial-novel [34, 132, 276, 2237]
furniture-kicker: ΕΡΓΟΣΤΑΣΙΟΝ ΕΠΙΠΛΩΝ [1054, 134, 1233, 148]
paragraph: Ἐνῷ οὕτω σκεπτόμενος, ἐβάδιζεν εἰς τὴν στοάν, μεταξὺ τῶν ὑπαλλήλων. [290, 907, 518, 933]
classified-ad: ΕΝΟΙΚΙΑΖΕΤΑΙ ἀπὸ 1ης Σεπτεμβρίου ἡ ἐπὶ τῆς ὁδοῦ Ἀθηνᾶς οἰκία ἀρ. 36 περιέχουσα ὀκτὼ δωμάτια, μαγειρεῖον, λουτρὸν καὶ ὅλας τὰς ἀνέσεις. Πληροφορίαι παρὰ τῷ ἰδιοκτήτῃ. [1029, 1055, 1258, 1118]
thoughts-heading: ΣΚΕΨΕΙΣ ΚΑΙ ΓΝΩΜΑΙ [568, 818, 727, 865]
notice-text: Ἕνεκα τῆς προσεχοῦς ἐποχῆς, ὁ κ. Ν. Ρ. ἀπῆλθε τοῦ καταστήματος τῆς ὁδοῦ Ὁμήρου ἀριθ. 36. Ἐκποιεῖ ἅπαντα τὰ εἴδη ἐπίπλων μετὰ τῆς ἀποθήκης τῆς ὁδοῦ Ἀμερικῆς 10. [777, 1205, 1015, 1256]
paragraph: Εἰς τὴν πλείστην τῶν περιπτώσεων προερχόμεναι αὗται ἀπὸ ἀτόμων ἀφανῶν, ἀσήμαντων ἐξ ἀσήμων τάξεων, ἀνθρώπων μὴ κατέχοντων τίποτε πρὸς ἀπώλειαν. [1272, 416, 1550, 467]
paragraph: Ἀπὸ τῆς θέσεως του ἠδύνατο νὰ ἀκούσῃ ἐκάστην λέξιν τῆς συνδιαλέξεως των, ἀλλὰ διὰ πρακτικώτερους λόγους ἦτο προσηλωμένος εἰς τὸ συνειδὸν μὲ τὴν ὑποψίαν. [290, 317, 518, 380]
pharmacy-text: Πλουσία συλλογὴ θερμομέτρων, ζωνῶν κοιλίας, ἐπιδέσμων, χειρουργικῶν εἰδῶν καὶ παντὸς φαρμακευτικοῦ εἴδους. Ἐκτελοῦνται συνταγαὶ μετὰ πάσης ἐπιμελείας. [777, 989, 1015, 1040]
news-item-heading: Η ΠΡΟΝΟΙΑ ΤΩΝ ΙΑΠΩΝΩΝ [532, 581, 732, 596]
paragraph: Τὰ δὲ ἔσοδα ἀπὸ τὰ μονοπώλια ἀνῆλθον εἰς 1.460.182 φρ. [290, 1421, 518, 1447]
pharmacy-text: Φάρμακα πρόσφατα καὶ γνήσια. Ἀποθήκη ἰδιοσκευασμάτων (SPECIALITÉS) Γαλλικῶν καὶ Ἀγγλικῶν. [777, 917, 1015, 955]
aphorism: Εἶνε προτιμότερον νὰ ἀποθάνῃ τις πολὺ ἐνωρὶς παρὰ νὰ ζήσῃ ὁ βίος χωρὶς σκοπόν. [532, 983, 763, 1009]
olive-price: Τιμᾶται δρ. 5 [1103, 606, 1184, 619]
column-rule [525, 140, 526, 2230]
disinfection-heading: ΑΠΟΛΥΜΑΝΣΕΙΣ ΟΙΚΩΝ ΔΙΑ ΦΟΡΜΑΛΙΝΗΣ [760, 2145, 1260, 2173]
paragraph: Μία μυστηριώδης προαίσθησις τὸν ἐπλήρου βεβαιότητος ὅτι ἡ Μαρίον θὰ ἠρνεῖτο τὴν θυσίαν τῆς ἐλπίδος τῆς ἀγάπης της. [34, 461, 276, 512]
column-news [532, 132, 763, 2237]
serial-body [34, 276, 276, 1149]
